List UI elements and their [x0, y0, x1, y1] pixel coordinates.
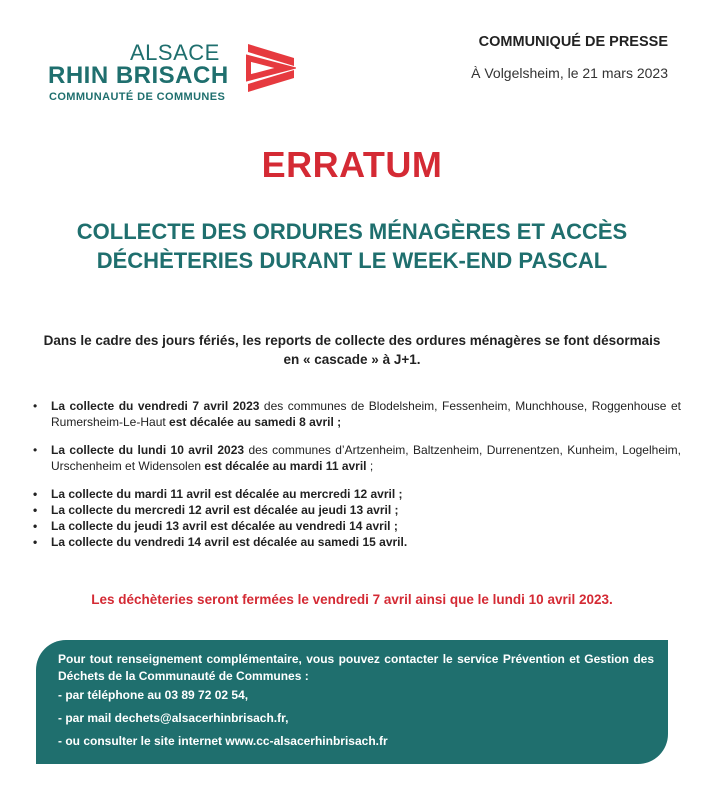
- collection-change-list-1: [33, 398, 681, 430]
- organization-logo: [46, 40, 296, 106]
- logo-chevron-icon: [246, 42, 296, 94]
- item-communes: des communes de Blodelsheim, Fessenheim, Munchhouse, Roggenhouse et Rumersheim-Le-Haut: [51, 399, 681, 429]
- intro-paragraph: Dans le cadre des jours fériés, les reports de collecte des ordures ménagères se font désormais en « cascade » à J+1.: [43, 333, 661, 367]
- contact-web: - ou consulter le site internet www.cc-alsacerhinbrisach.fr: [58, 734, 388, 748]
- logo-line-rhin-brisach: RHIN BRISACH: [48, 62, 229, 89]
- list-item: • La collecte du mercredi 12 avril est décalée au jeudi 13 avril ;: [33, 502, 681, 518]
- closure-notice: Les déchèteries seront fermées le vendredi 7 avril ainsi que le lundi 10 avril 2023.: [91, 592, 613, 607]
- list-item: • La collecte du jeudi 13 avril est décalée au vendredi 14 avril ;: [33, 518, 681, 534]
- page-subtitle: COLLECTE DES ORDURES MÉNAGÈRES ET ACCÈS DÉCHÈTERIES DURANT LE WEEK-END PASCAL: [76, 219, 628, 273]
- item-tail: ;: [366, 459, 374, 473]
- item-communes: des communes d’Artzenheim, Baltzenheim, Durrenentzen, Kunheim, Logelheim, Urschenheim et Widensolen: [51, 443, 681, 473]
- list-item: • La collecte du vendredi 14 avril est décalée au samedi 15 avril.: [33, 534, 681, 550]
- page-title: ERRATUM: [261, 144, 443, 185]
- contact-mail: - par mail dechets@alsacerhinbrisach.fr,: [58, 711, 289, 725]
- logo-line-alsace: ALSACE: [130, 40, 220, 65]
- item-bold-lead: La collecte du lundi 10 avril 2023: [51, 443, 245, 457]
- collection-item-monday: [33, 442, 681, 474]
- collection-item-friday: [33, 398, 681, 430]
- place-date: À Volgelsheim, le 21 mars 2023: [471, 65, 668, 81]
- header-info: [471, 34, 668, 81]
- item-bold-change: est décalée au samedi 8 avril ;: [169, 415, 342, 429]
- contact-box: [36, 640, 668, 764]
- item-bold-lead: La collecte du vendredi 7 avril 2023: [51, 399, 260, 413]
- logo-line-communaute: COMMUNAUTÉ DE COMMUNES: [49, 91, 226, 103]
- item-bold-change: est décalée au mardi 11 avril: [204, 459, 367, 473]
- collection-change-list-3: [33, 486, 681, 550]
- collection-change-list-2: [33, 442, 681, 474]
- contact-phone: - par téléphone au 03 89 72 02 54,: [58, 688, 249, 702]
- list-item: • La collecte du mardi 11 avril est décalée au mercredi 12 avril ;: [33, 486, 681, 502]
- contact-intro: Pour tout renseignement complémentaire, vous pouvez contacter le service Prévention et Gestion des Déchets de la Communauté de Communes :: [58, 652, 654, 683]
- document-type: COMMUNIQUÉ DE PRESSE: [478, 34, 668, 50]
